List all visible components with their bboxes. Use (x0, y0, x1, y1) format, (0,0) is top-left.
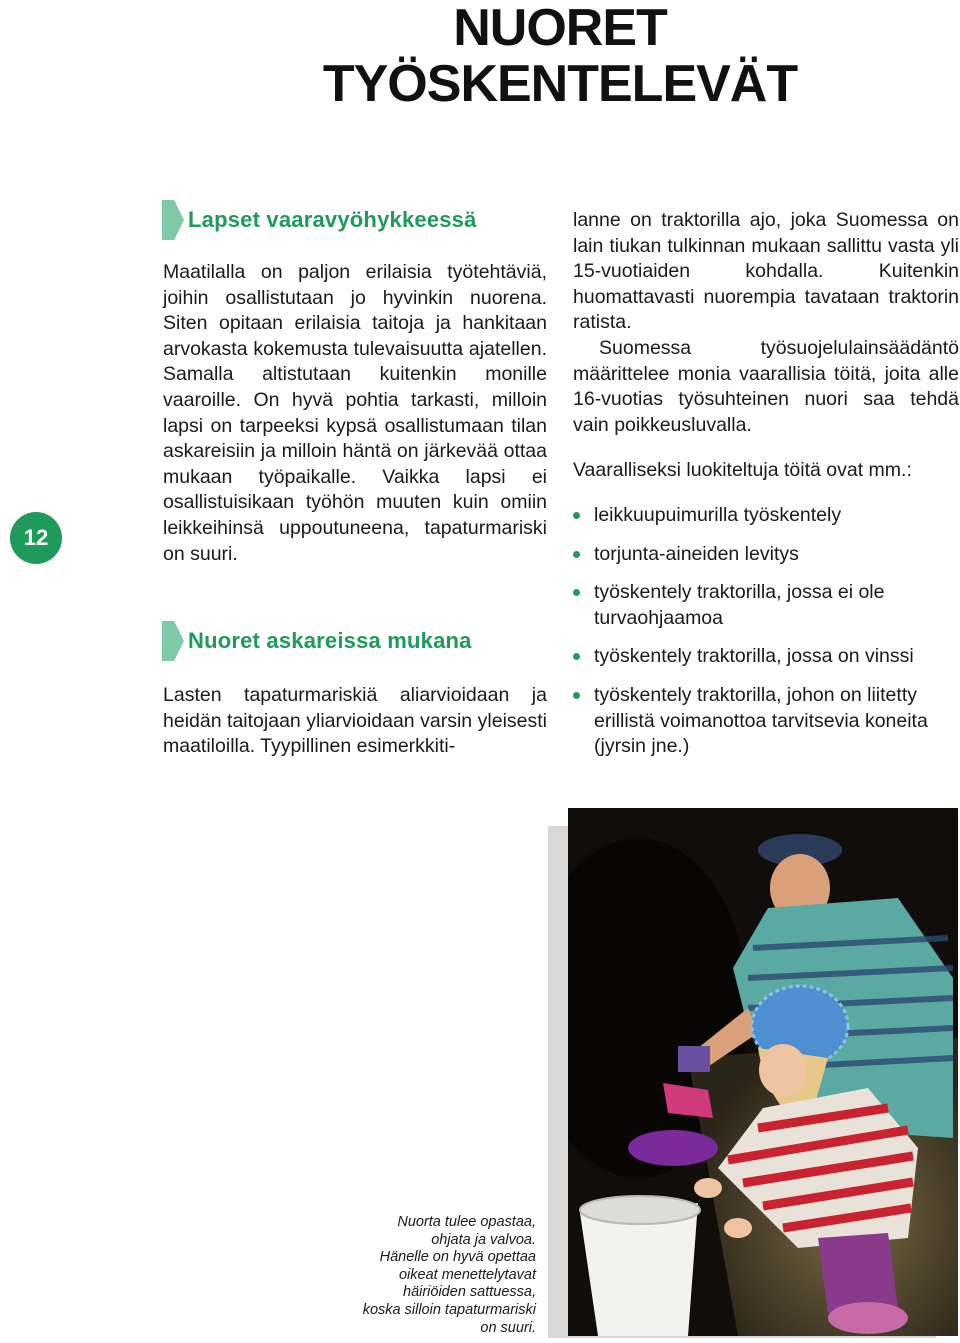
dangerous-work-list (573, 503, 959, 773)
right-paragraph-continued: lanne on traktorilla ajo, joka Suomessa on lain tiukan tulkinnan mukaan sallittu vasta yli 15-vuotiaiden kohdalla. Kuitenkin huomattavasti nuorempia tavataan traktorin ratista. (573, 209, 959, 334)
section1-paragraph: Maatilalla on paljon erilaisia työtehtäviä, joihin osallistutaan jo hyvinkin nuorena. Siten opitaan erilaisia taitoja ja hankitaan arvokasta kokemusta tulevaisuutta ajatellen. Samalla altistutaan kuitenkin monille vaaroille. On hyvä pohtia tarkasti, milloin lapsi on tarpeeksi kypsä osallistumaan tilan askareisiin ja milloin häntä on järkevää ottaa mukaan työpaikalle. Vaikka lapsi ei osallistuisikaan työhön muuten kuin omiin leikkeihinsä uppoutuneena, tapaturmariski on suuri. (163, 261, 547, 565)
right-paragraph-legislation: Suomessa työsuojelulainsäädäntö määrittelee monia vaarallisia töitä, joita alle 16-vuotias työsuhteinen nuori saa tehdä vain poikkeusluvalla. (573, 336, 959, 436)
page-number-badge: 12 (10, 512, 62, 564)
caption-line: Nuorta tulee opastaa, (397, 1214, 536, 1230)
photo-caption (330, 1214, 536, 1337)
caption-line: on suuri. (480, 1319, 536, 1336)
farm-photo (568, 808, 958, 1336)
section2-body (163, 683, 547, 760)
section-heading-children-danger-zone (162, 200, 562, 240)
bullet-icon (573, 551, 580, 558)
section2-paragraph: Lasten tapaturmariskiä aliarvioidaan ja heidän taitojaan yliarvioidaan varsin yleisesti maatiloilla. Tyypillinen esimerkkiti- (163, 684, 547, 758)
farm-photo-illustration (568, 808, 958, 1336)
caption-line: ohjata ja valvoa. (431, 1231, 536, 1248)
list-item: työskentely traktorilla, johon on liitetty erillistä voimanottoa tarvitsevia koneita (jyrsin jne.) (573, 683, 959, 760)
caption-line: Hänelle on hyvä opettaa (379, 1249, 536, 1266)
section1-body (163, 260, 547, 567)
section-heading-youth-helping (162, 621, 562, 661)
list-item: työskentely traktorilla, jossa on vinssi (573, 644, 959, 670)
heading-marker-icon (162, 621, 184, 661)
list-item: leikkuupuimurilla työskentely (573, 503, 959, 529)
bullet-icon (573, 512, 580, 519)
bullet-icon (573, 653, 580, 660)
caption-line: oikeat menettelytavat (398, 1266, 536, 1283)
caption-line: häiriöiden sattuessa, (403, 1284, 536, 1301)
bullet-icon (573, 589, 580, 596)
list-item: työskentely traktorilla, jossa ei ole turvaohjaamoa (573, 580, 959, 631)
title-line-1: NUORET (453, 0, 667, 57)
list-intro: Vaaralliseksi luokiteltuja töitä ovat mm.: (573, 459, 912, 482)
caption-line: koska silloin tapaturmariski (362, 1301, 536, 1318)
section-heading-text: Lapset vaaravyöhykkeessä (188, 207, 477, 232)
list-item: torjunta-aineiden levitys (573, 542, 959, 568)
bullet-icon (573, 692, 580, 699)
title-line-2: TYÖSKENTELEVÄT (322, 55, 798, 113)
page-title (300, 0, 820, 112)
section-heading-text: Nuoret askareissa mukana (188, 628, 472, 653)
heading-marker-icon (162, 200, 184, 240)
right-column-body (573, 208, 959, 484)
